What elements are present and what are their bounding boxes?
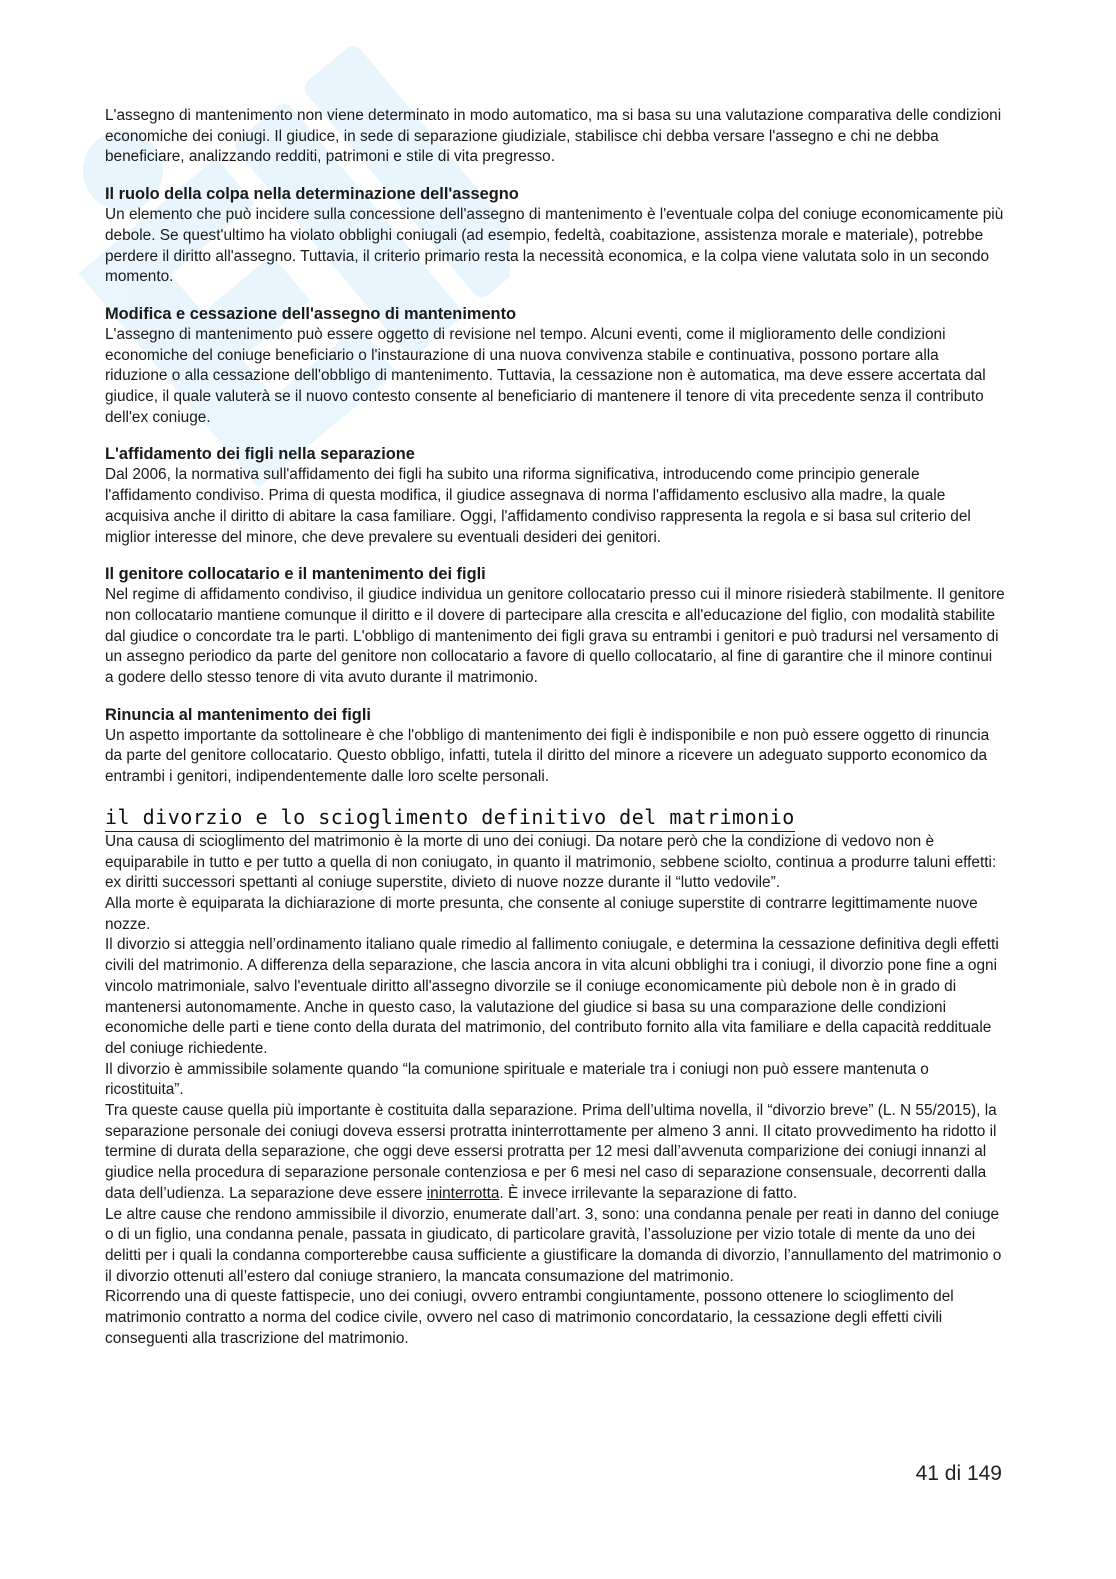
chapter-paragraph: Le altre cause che rendono ammissibile il divorzio, enumerate dall’art. 3, sono: una condanna penale per reati in danno del coniuge o di un figlio, una condanna penale, passata in giudicato, di particolare gravità, l’assoluzione per vizio totale di mente da uno dei delitti per i quali la condanna comporterebbe causa sufficiente a giustificare la domanda di divorzio, l’annullamento del matrimonio o il divorzio ottenuti all’estero dal coniuge straniero, la mancata consumazione del matrimonio. — [105, 1205, 1002, 1285]
section-title: L'affidamento dei figli nella separazione — [105, 445, 415, 464]
section-body: Un elemento che può incidere sulla concessione dell'assegno di mantenimento è l'eventuale colpa del coniuge economicamente più debole. Se quest'ultimo ha violato obblighi coniugali (ad esempio, fedeltà, coabitazione, assistenza morale e materiale), potrebbe perdere il diritto all'assegno. Tuttavia, il criterio primario resta la necessità economica, e la colpa viene valutata solo in un secondo momento. — [105, 206, 1004, 286]
text-run: Tra queste cause quella più importante è costituita dalla separazione. Prima dell’ultima novella, il “divorzio breve” (L. N 55/2015), la separazione personale dei coniugi doveva essersi protratta ininterrottamente per almeno 3 anni. Il citato provvedimento ha ridotto il termine di durata della separazione, che oggi deve essersi protratta per 12 mesi dall’avvenuta comparizione dei coniugi innanzi al giudice nella procedura di separazione personale contenziosa e per 6 mesi nel caso di separazione consensuale, decorrenti dalla data dell’udienza. La separazione deve essere — [105, 1102, 997, 1202]
chapter-paragraph: Una causa di scioglimento del matrimonio è la morte di uno dei coniugi. Da notare però che la condizione di vedovo non è equiparabile in tutto e per tutto a quella di non coniugato, in quanto il matrimonio, sebbene sciolto, continua a produrre taluni effetti: ex diritti successori spettanti al coniuge superstite, divieto di nuove nozze durante il “lutto vedovile”. — [105, 832, 997, 892]
section-body: Dal 2006, la normativa sull'affidamento dei figli ha subito una riforma significativa, introducendo come principio generale l'affidamento condiviso. Prima di questa modifica, il giudice assegnava di norma l'affidamento esclusivo alla madre, la quale acquisiva anche il diritto di abitare la casa familiare. Oggi, l'affidamento condiviso rappresenta la regola e si basa sul criterio del miglior interesse del minore, che deve prevalere su eventuali desideri dei genitori. — [105, 466, 971, 546]
chapter-paragraph: Il divorzio si atteggia nell’ordinamento italiano quale rimedio al fallimento coniugale, e determina la cessazione definitiva degli effetti civili del matrimonio. A differenza della separazione, che lascia ancora in vita alcuni obblighi tra i coniugi, il divorzio pone fine a ogni vincolo matrimoniale, salvo l'eventuale diritto all'assegno divorzile se il coniuge economicamente più debole non è in grado di mantenersi autonomamente. Anche in questo caso, la valutazione del giudice si basa su una comparazione delle condizioni economiche delle parti e tiene conto della durata del matrimonio, del contributo fornito alla vita familiare e della capacità reddituale del coniuge richiedente. — [105, 936, 999, 1057]
section-title: Rinuncia al mantenimento dei figli — [105, 705, 371, 724]
section-rinuncia — [105, 704, 1005, 788]
section-title: Il genitore collocatario e il mantenimento dei figli — [105, 565, 486, 584]
text-run: . È invece irrilevante la separazione di fatto. — [499, 1184, 798, 1202]
page-content — [105, 106, 1005, 1349]
chapter-paragraph: Alla morte è equiparata la dichiarazione di morte presunta, che consente al coniuge superstite di contrarre legittimamente nuove nozze. — [105, 894, 978, 933]
section-title: Modifica e cessazione dell'assegno di mantenimento — [105, 304, 517, 323]
chapter-paragraph-separazione — [105, 1101, 1005, 1205]
section-affidamento — [105, 443, 1005, 548]
intro-paragraph: L'assegno di mantenimento non viene determinato in modo automatico, ma si basa su una valutazione comparativa delle condizioni economiche dei coniugi. Il giudice, in sede di separazione giudiziale, stabilisce chi debba versare l'assegno e chi ne debba beneficiare, analizzando redditi, patrimoni e stile di vita pregresso. — [105, 107, 1002, 166]
section-body: L'assegno di mantenimento può essere oggetto di revisione nel tempo. Alcuni eventi, come il miglioramento delle condizioni economiche del coniuge beneficiario o l'instaurazione di una nuova convivenza stabile e continuativa, possono portare alla riduzione o alla cessazione dell'obbligo di mantenimento. Tuttavia, la cessazione non è automatica, ma deve essere accertata dal giudice, il quale valuterà se il nuovo contesto consente al beneficiario di mantenere il tenore di vita precedente senza il contributo dell'ex coniuge. — [105, 325, 986, 426]
chapter-title-text: il divorzio e lo scioglimento definitivo del matrimonio — [105, 804, 795, 832]
chapter-title — [105, 804, 1005, 832]
chapter-paragraph: Ricorrendo una di queste fattispecie, uno dei coniugi, ovvero entrambi congiuntamente, possono ottenere lo scioglimento del matrimonio contratto a norma del codice civile, ovvero nel caso di matrimonio concordatario, la cessazione degli effetti civili conseguenti alla trascrizione del matrimonio. — [105, 1288, 954, 1347]
section-modifica — [105, 303, 1005, 429]
page-number: 41 di 149 — [915, 1462, 1002, 1485]
section-body: Un aspetto importante da sottolineare è che l'obbligo di mantenimento dei figli è indisponibile e non può essere oggetto di rinuncia da parte del genitore collocatario. Questo obbligo, infatti, tutela il diritto del minore a ricevere un adeguato supporto economico da entrambi i genitori, indipendentemente dalle loro scelte personali. — [105, 726, 990, 786]
section-colpa — [105, 183, 1005, 288]
chapter-paragraph: Il divorzio è ammissibile solamente quando “la comunione spirituale e materiale tra i coniugi non può essere mantenuta o ricostituita”. — [105, 1060, 929, 1099]
section-title: Il ruolo della colpa nella determinazione dell'assegno — [105, 185, 519, 204]
section-collocatario — [105, 563, 1005, 689]
underlined-word: ininterrotta — [426, 1184, 500, 1202]
section-body: Nel regime di affidamento condiviso, il giudice individua un genitore collocatario presso cui il minore risiederà stabilmente. Il genitore non collocatario mantiene comunque il diritto e il dovere di partecipare alla crescita e all'educazione del figlio, con modalità stabilite dal giudice o concordate tra le parti. L'obbligo di mantenimento dei figli grava su entrambi i genitori e può tradursi nel versamento di un assegno periodico da parte del genitore non collocatario a favore di quello collocatario, al fine di garantire che il minore continui a godere dello stesso tenore di vita avuto durante il matrimonio. — [105, 586, 1005, 687]
